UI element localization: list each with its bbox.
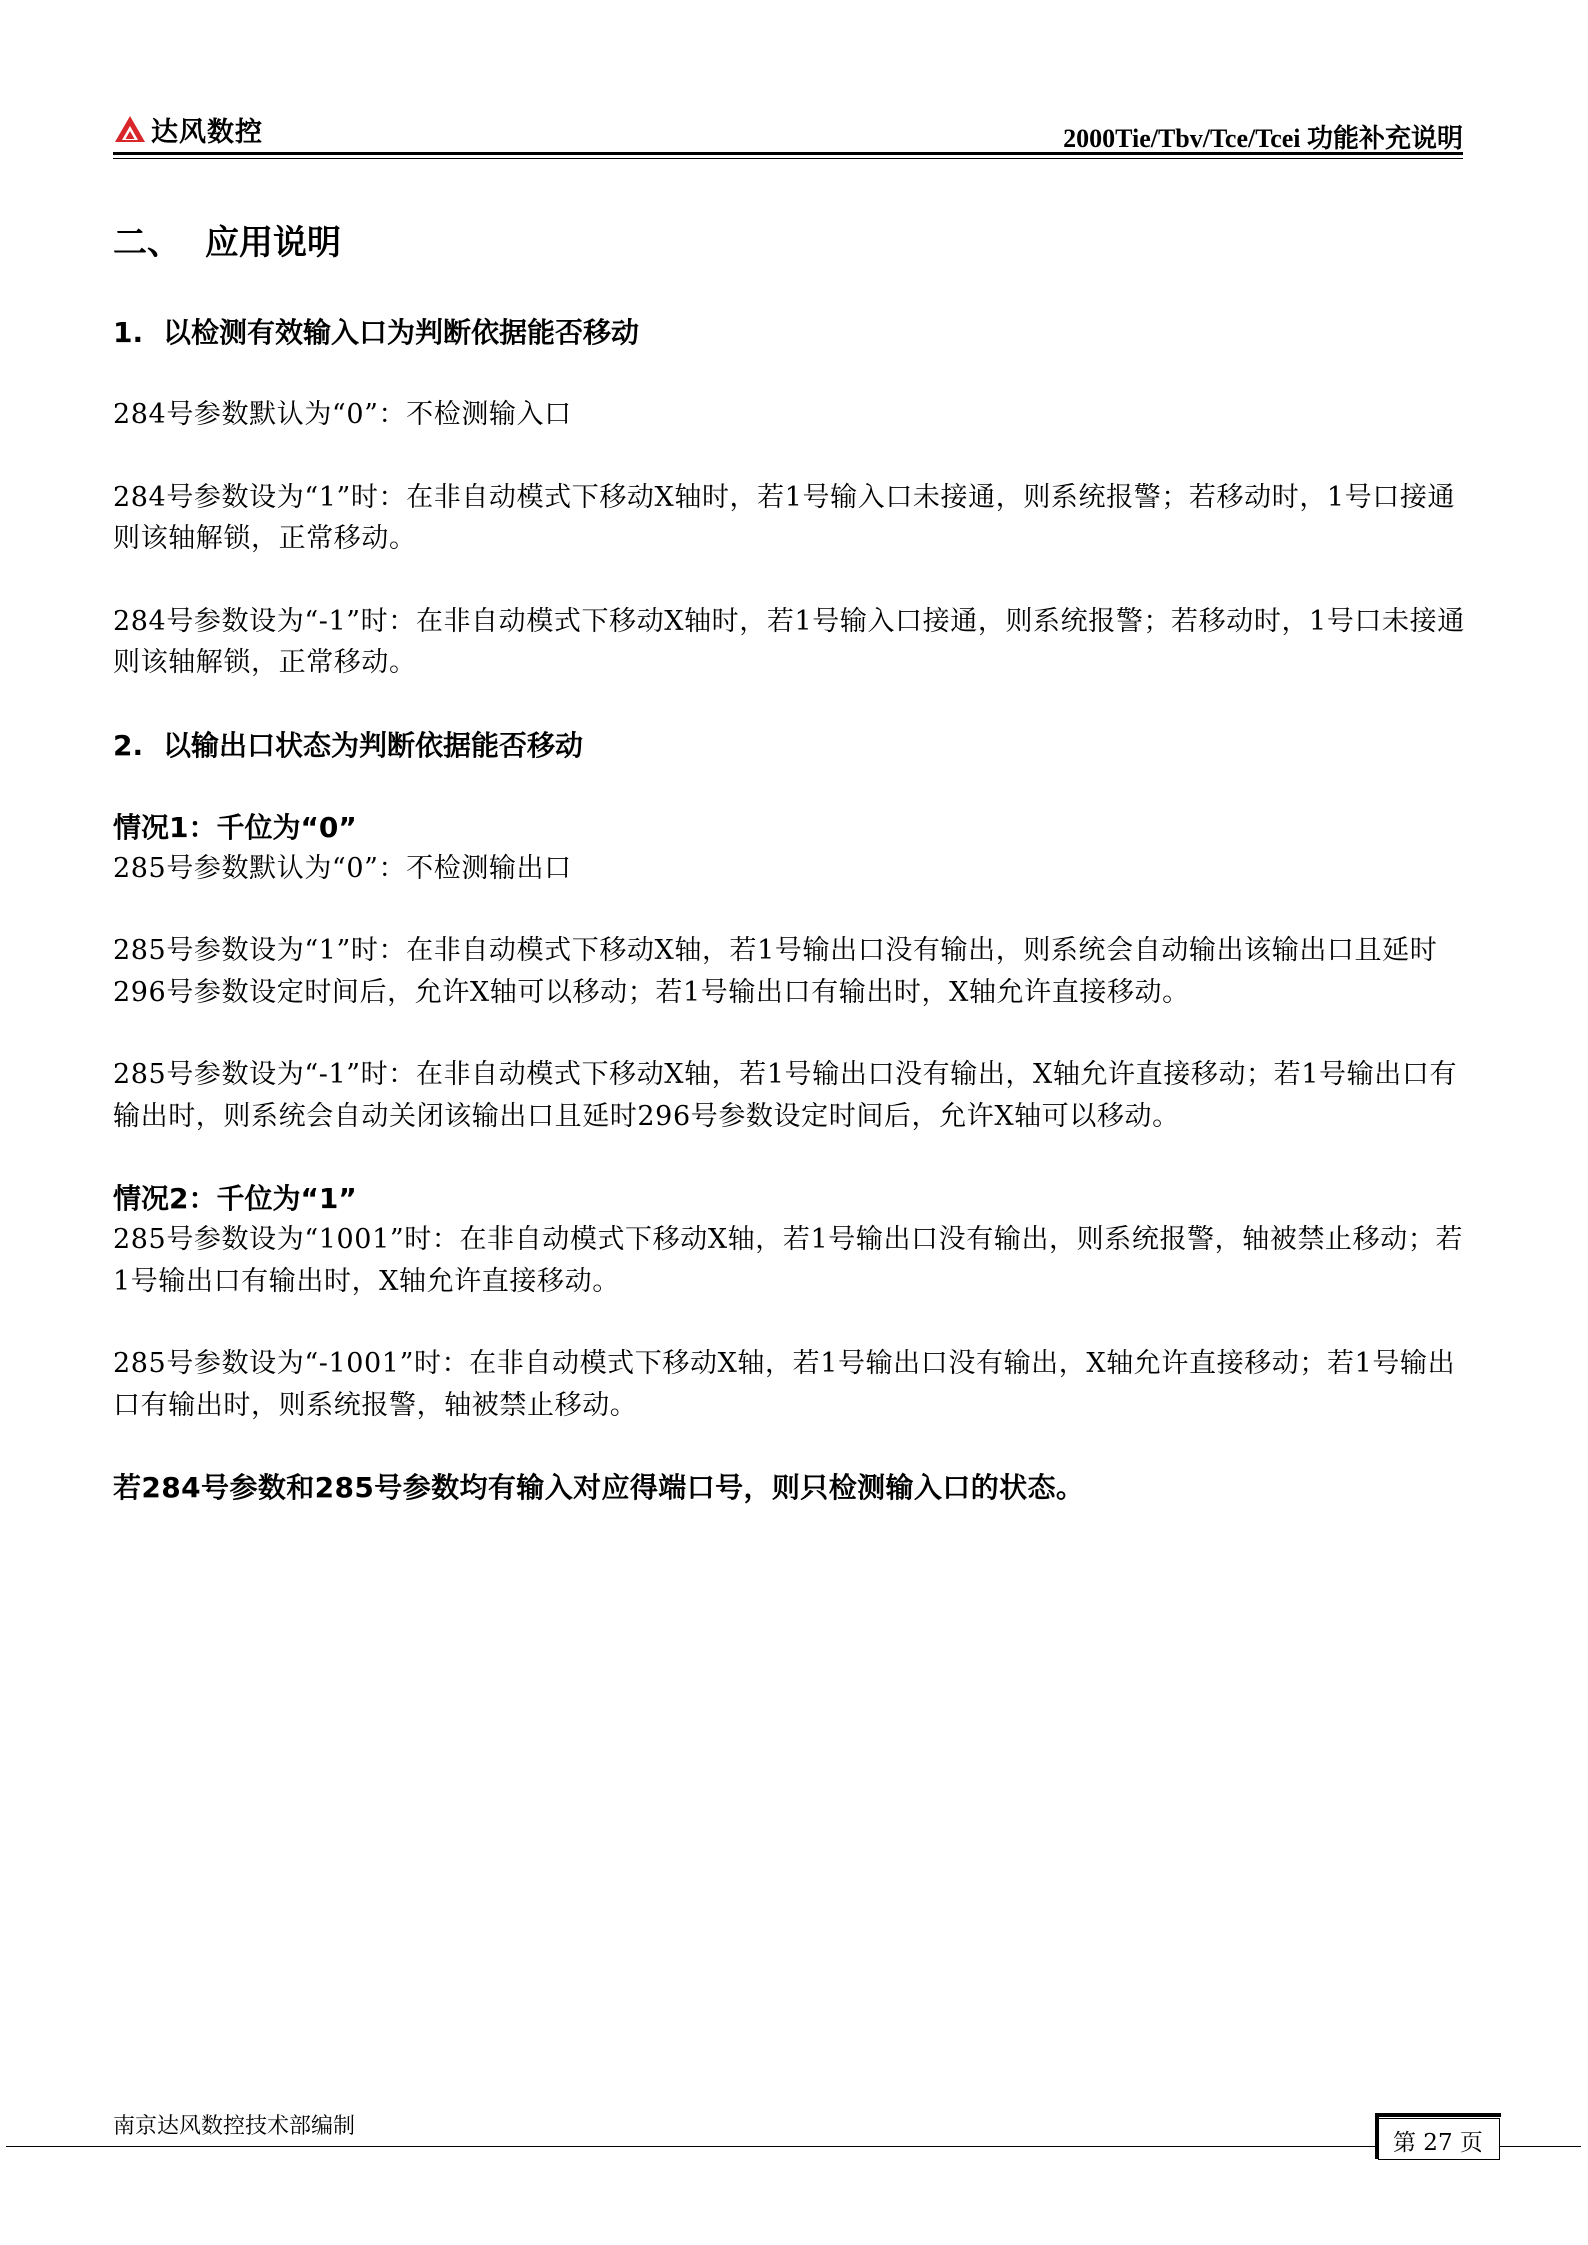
final-note: 若284号参数和285号参数均有输入对应得端口号，则只检测输入口的状态。	[113, 1471, 1085, 1504]
case-label: 情况1：千位为“0”	[113, 810, 357, 844]
paragraph: 285号参数设为“-1”时：在非自动模式下移动X轴，若1号输出口没有输出，X轴允许直接移动；若1号输出口有输出时，则系统会自动关闭该输出口且延时296号参数设定时间后，允许X轴可以移动。	[113, 1059, 1458, 1132]
section-number: 二、	[113, 223, 181, 263]
paragraph: 285号参数设为“1001”时：在非自动模式下移动X轴，若1号输出口没有输出，则系统报警，轴被禁止移动；若1号输出口有输出时，X轴允许直接移动。	[113, 1224, 1464, 1297]
subsection-heading-2	[113, 725, 1473, 767]
paragraph: 285号参数设为“-1001”时：在非自动模式下移动X轴，若1号输出口没有输出，X轴允许直接移动；若1号输出口有输出时，则系统报警，轴被禁止移动。	[113, 1348, 1456, 1421]
header-rule-thick	[113, 152, 1463, 155]
case-label: 情况2：千位为“1”	[113, 1182, 357, 1215]
paragraph: 285号参数设为“1”时：在非自动模式下移动X轴，若1号输出口没有输出，则系统会自动输出该输出口且延时296号参数设定时间后，允许X轴可以移动；若1号输出口有输出时，X轴允许直接移动。	[113, 935, 1438, 1008]
case-block-1	[113, 807, 1473, 890]
paragraph: 284号参数默认为“0”：不检测输入口	[113, 399, 572, 430]
triangle-logo-icon	[113, 114, 147, 144]
subsection-number: 2.	[113, 728, 144, 762]
page-header	[113, 110, 1463, 154]
header-rule-thin	[113, 158, 1463, 159]
section-title	[113, 218, 1473, 268]
page-content	[113, 218, 1473, 1509]
company-logo	[113, 112, 263, 146]
paragraph: 285号参数默认为“0”：不检测输出口	[113, 852, 572, 884]
subsection-title: 以输出口状态为判断依据能否移动	[163, 728, 584, 762]
subsection-title: 以检测有效输入口为判断依据能否移动	[163, 316, 640, 349]
section-title-text: 应用说明	[205, 223, 341, 263]
case-block-2	[113, 1178, 1473, 1302]
footer-rule	[6, 2146, 1581, 2147]
subsection-heading-1	[113, 312, 1473, 354]
logo-text: 达风数控	[151, 116, 263, 148]
paragraph: 284号参数设为“-1”时：在非自动模式下移动X轴时，若1号输入口接通，则系统报警；若移动时，1号口未接通则该轴解锁，正常移动。	[113, 605, 1465, 678]
header-title: 2000Tie/Tbv/Tce/Tcei 功能补充说明	[1063, 124, 1463, 153]
subsection-number: 1.	[113, 316, 144, 349]
paragraph: 284号参数设为“1”时：在非自动模式下移动X轴时，若1号输入口未接通，则系统报警；若移动时，1号口接通则该轴解锁，正常移动。	[113, 481, 1456, 554]
page-number: 第 27 页	[1393, 2130, 1483, 2156]
footer-editor-text: 南京达风数控技术部编制	[113, 2114, 356, 2139]
